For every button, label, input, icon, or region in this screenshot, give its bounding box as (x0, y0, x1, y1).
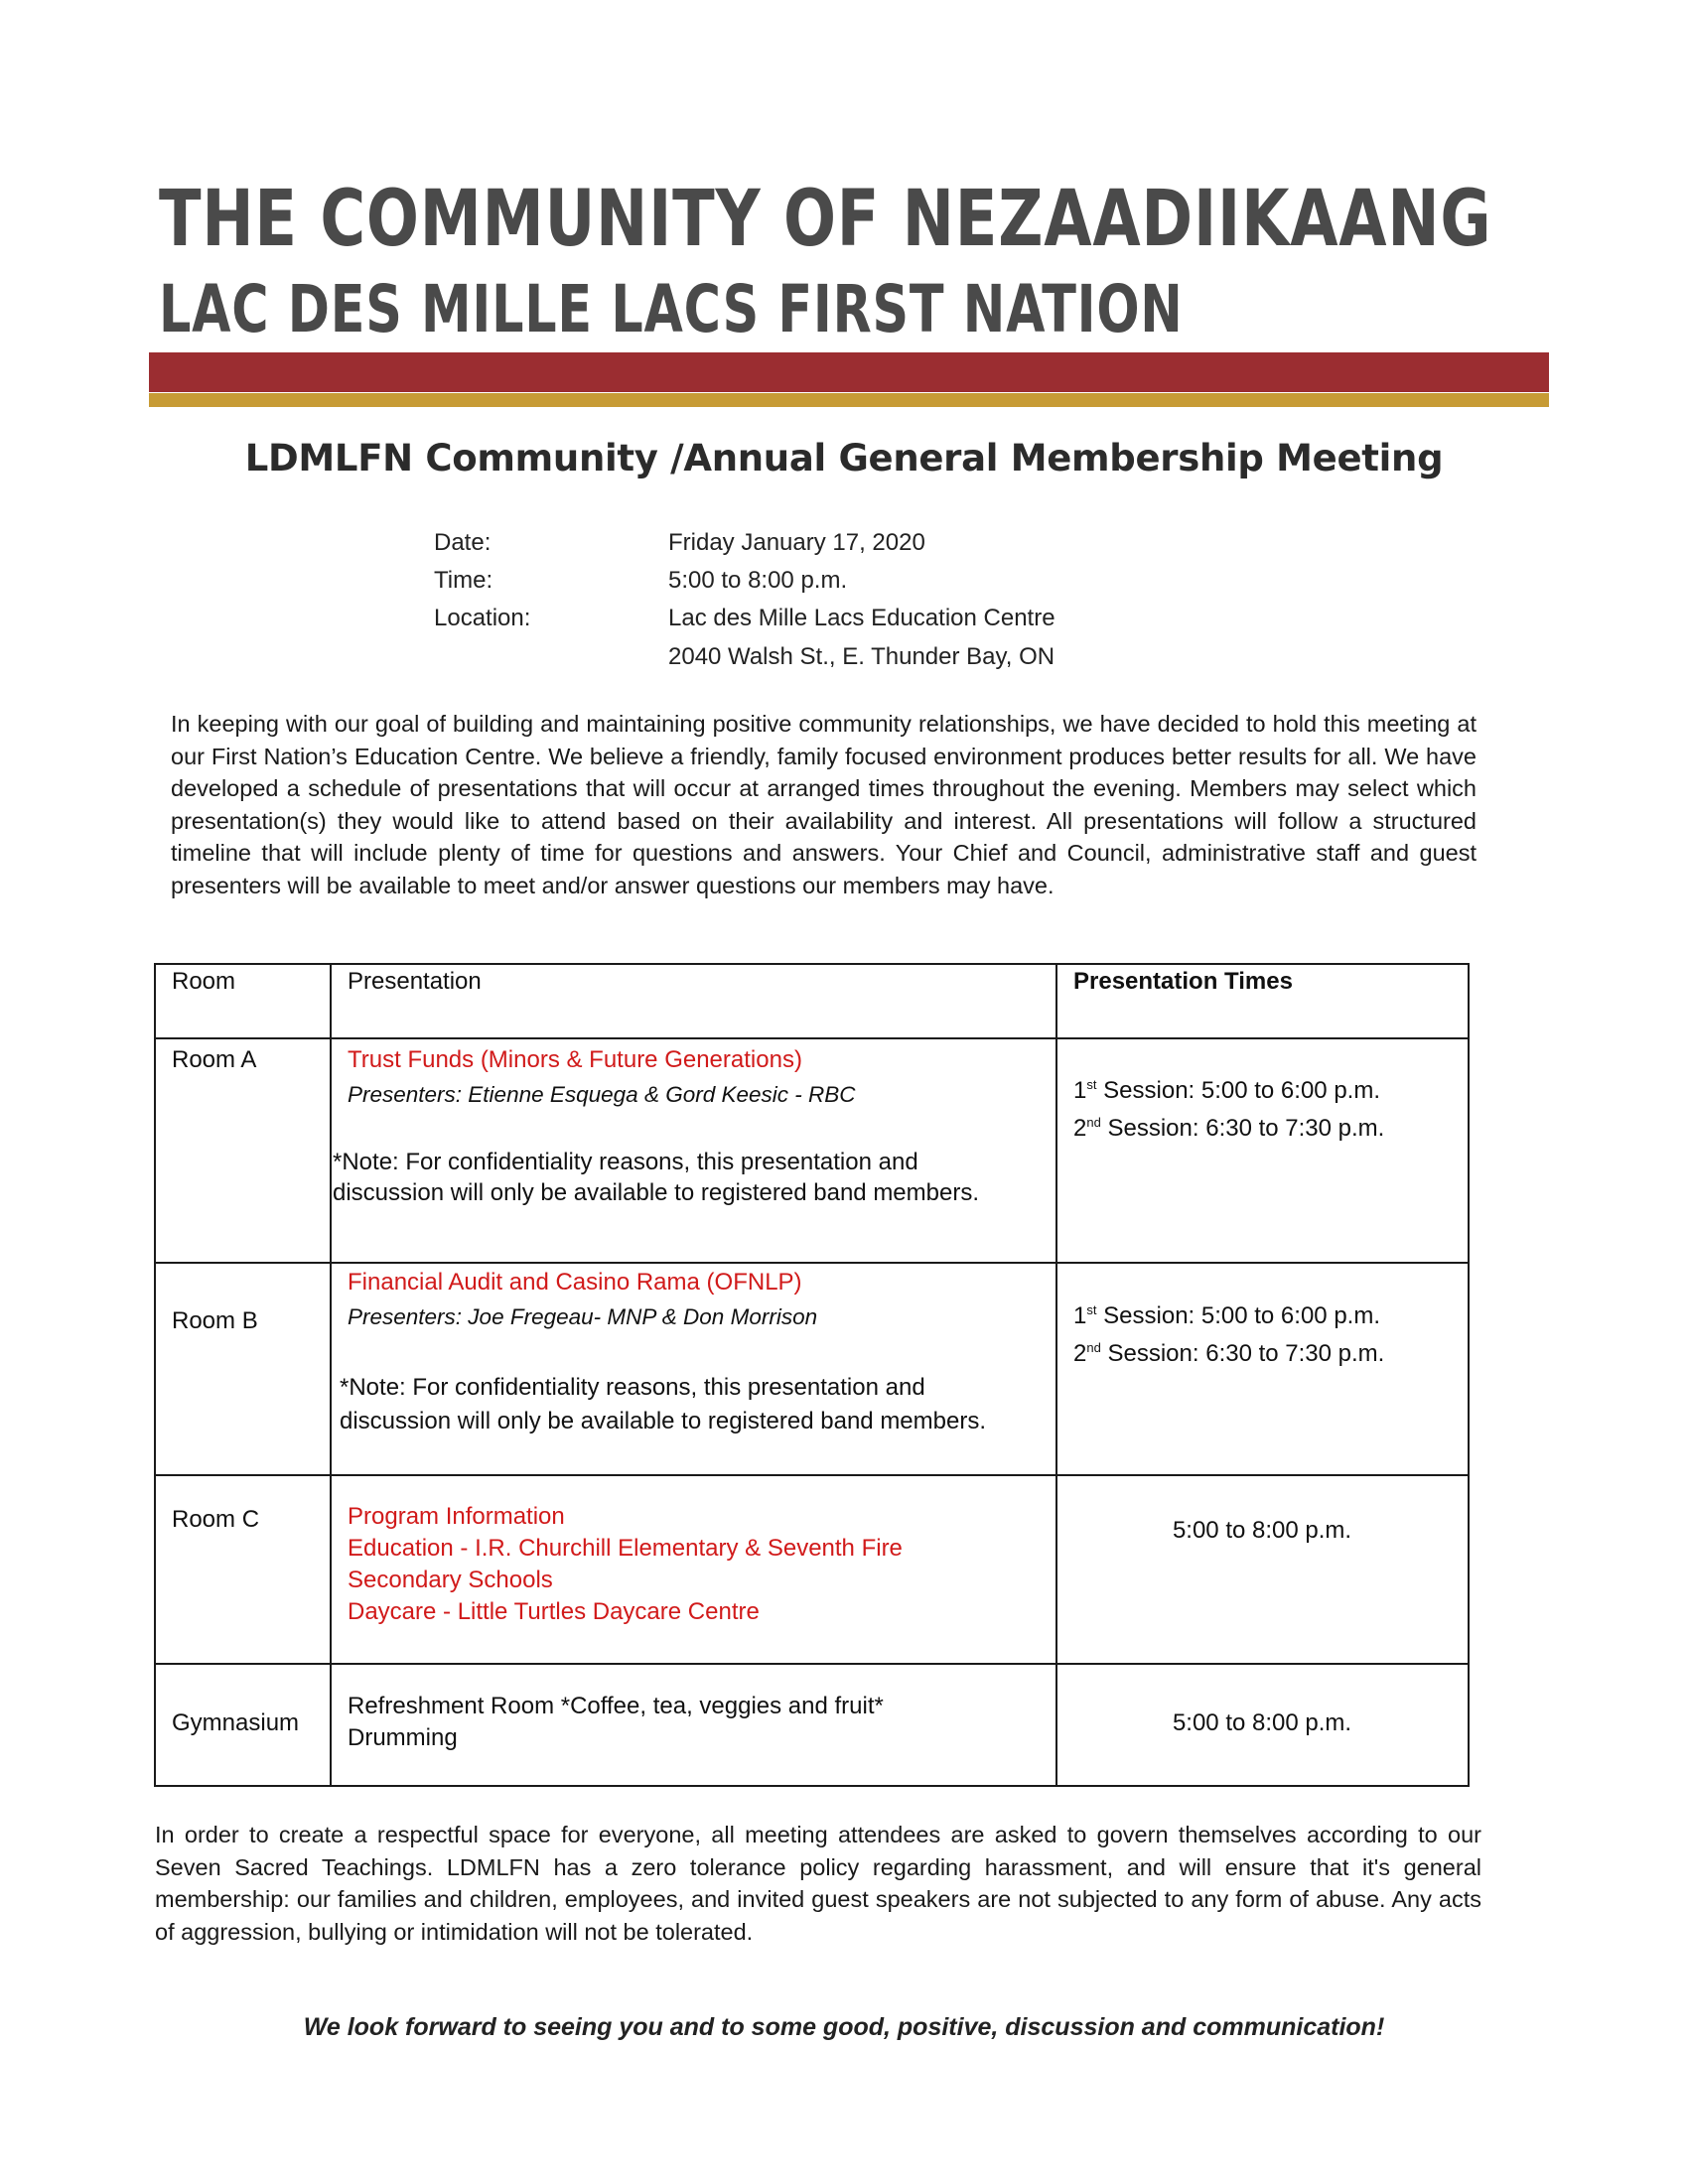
table-rule (154, 963, 1470, 965)
room-c-line1: Program Information (348, 1503, 565, 1530)
room-a-note-line1: *Note: For confidentiality reasons, this presentation and (333, 1149, 918, 1175)
letterhead-gold-bar (149, 393, 1549, 407)
room-a-name: Room A (172, 1046, 257, 1073)
header-presentation: Presentation (348, 968, 482, 995)
table-rule (154, 1663, 1470, 1665)
ordinal-suffix: st (1086, 1302, 1097, 1317)
gymnasium-line1: Refreshment Room *Coffee, tea, veggies and fruit* (348, 1693, 884, 1719)
room-a-note-line2: discussion will only be available to registered band members. (333, 1179, 979, 1206)
header-presentation-times: Presentation Times (1073, 968, 1293, 995)
room-a-title: Trust Funds (Minors & Future Generations) (348, 1046, 802, 1073)
location-label: Location: (434, 605, 531, 631)
intro-paragraph: In keeping with our goal of building and maintaining positive community relationships, we have decided to hold this meeting at our First Nation’s Education Centre. We believe a friendly, family focused environment produces better results for all. We have developed a schedule of presentations that will occur at arranged times throughout the evening. Members may select which presentation(s) they would like to attend based on their availability and interest. All presentations will follow a structured timeline that will include plenty of time for questions and answers. Your Chief and Council, administrative staff and guest presenters will be available to meet and/or answer questions our members may have. (171, 711, 1477, 898)
location-line2: 2040 Walsh St., E. Thunder Bay, ON (668, 643, 1055, 670)
table-rule (330, 963, 332, 1787)
room-c-line2: Education - I.R. Churchill Elementary & Seventh Fire (348, 1535, 903, 1562)
room-b-title: Financial Audit and Casino Rama (OFNLP) (348, 1269, 802, 1296)
session-time: Session: 6:30 to 7:30 p.m. (1100, 1115, 1385, 1142)
room-b-session-1 (1073, 1297, 1380, 1335)
room-b-name: Room B (172, 1307, 258, 1334)
session-time: Session: 5:00 to 6:00 p.m. (1096, 1077, 1380, 1104)
meeting-title: LDMLFN Community /Annual General Membership Meeting (244, 437, 1444, 479)
table-rule (154, 1785, 1470, 1787)
ordinal-number: 1 (1073, 1077, 1087, 1104)
schedule-table (154, 963, 1470, 1787)
time-label: Time: (434, 567, 493, 594)
room-b-note-line2: discussion will only be available to registered band members. (340, 1408, 986, 1434)
session-time: Session: 5:00 to 6:00 p.m. (1096, 1302, 1380, 1329)
table-rule (154, 1262, 1470, 1264)
location-line1: Lac des Mille Lacs Education Centre (668, 605, 1055, 631)
gymnasium-line2: Drumming (348, 1724, 458, 1751)
ordinal-number: 2 (1073, 1115, 1087, 1142)
room-c-times: 5:00 to 8:00 p.m. (1172, 1517, 1352, 1544)
letterhead-community-name: THE COMMUNITY OF NEZAADIIKAANG (159, 175, 1492, 264)
header-room: Room (172, 968, 236, 995)
date-value: Friday January 17, 2020 (668, 529, 925, 556)
room-b-note-line1: *Note: For confidentiality reasons, this presentation and (340, 1374, 925, 1401)
room-b-presenters: Presenters: Joe Fregeau- MNP & Don Morrison (348, 1304, 818, 1329)
table-rule (154, 1037, 1470, 1039)
ordinal-suffix: nd (1086, 1340, 1101, 1355)
gymnasium-name: Gymnasium (172, 1709, 300, 1736)
room-b-session-2 (1073, 1335, 1384, 1373)
room-c-line3: Secondary Schools (348, 1567, 553, 1593)
letterhead-first-nation-name: LAC DES MILLE LACS FIRST NATION (159, 271, 1184, 347)
gymnasium-times: 5:00 to 8:00 p.m. (1172, 1709, 1352, 1736)
room-a-session-1 (1073, 1072, 1380, 1110)
ordinal-number: 1 (1073, 1302, 1087, 1329)
room-c-line4: Daycare - Little Turtles Daycare Centre (348, 1598, 760, 1625)
table-rule (1055, 963, 1057, 1787)
room-c-name: Room C (172, 1506, 260, 1533)
closing-statement: We look forward to seeing you and to some good, positive, discussion and communication! (303, 2013, 1385, 2041)
conduct-paragraph: In order to create a respectful space for everyone, all meeting attendees are asked to govern themselves according to our Seven Sacred Teachings. LDMLFN has a zero tolerance policy regarding harassment, and will ensure that it's general membership: our families and children, employees, and invited guest speakers are not subjected to any form of abuse. Any acts of aggression, bullying or intimidation will not be tolerated. (155, 1822, 1481, 1945)
ordinal-suffix: st (1086, 1077, 1097, 1092)
table-rule (154, 963, 156, 1787)
room-a-presenters: Presenters: Etienne Esquega & Gord Keesic - RBC (348, 1082, 856, 1107)
ordinal-number: 2 (1073, 1340, 1087, 1367)
table-rule (154, 1474, 1470, 1476)
letterhead-red-bar (149, 352, 1549, 392)
date-label: Date: (434, 529, 492, 556)
room-a-session-2 (1073, 1110, 1384, 1148)
ordinal-suffix: nd (1086, 1115, 1101, 1130)
session-time: Session: 6:30 to 7:30 p.m. (1100, 1340, 1385, 1367)
table-rule (1468, 963, 1470, 1787)
time-value: 5:00 to 8:00 p.m. (668, 567, 848, 594)
